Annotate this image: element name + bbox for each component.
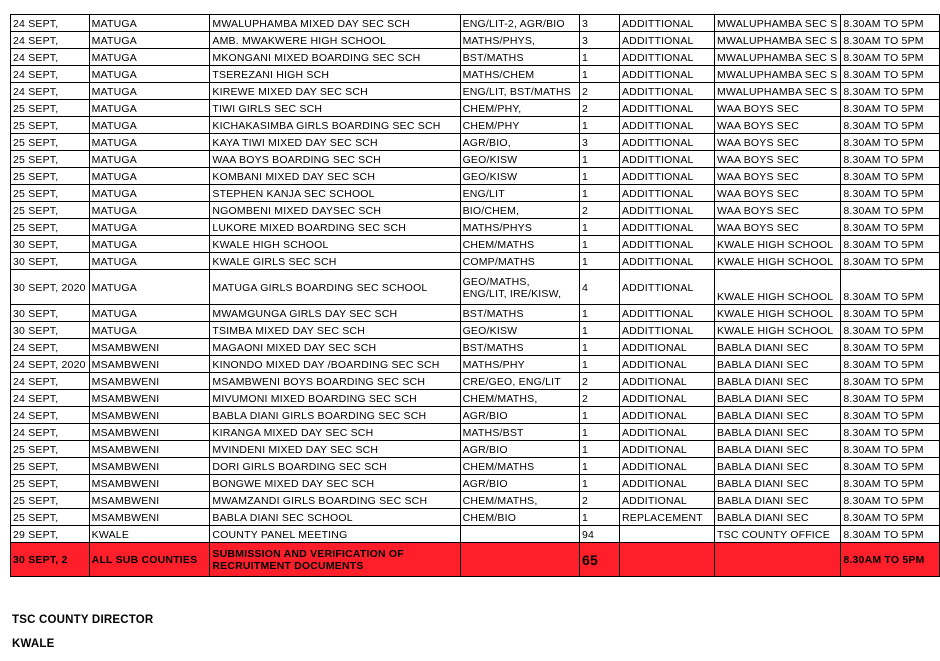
table-row — [11, 339, 940, 356]
venue-cell: BABLA DIANI SEC — [715, 424, 841, 441]
date-cell: 30 SEPT, — [11, 236, 90, 253]
table-row — [11, 236, 940, 253]
subjects-cell: BST/MATHS — [460, 49, 579, 66]
school-cell: AMB. MWAKWERE HIGH SCHOOL — [210, 32, 460, 49]
signatory-title: TSC COUNTY DIRECTOR — [12, 614, 154, 626]
sub-county-cell: MATUGA — [89, 202, 210, 219]
time-cell: 8.30AM TO 5PM — [841, 458, 940, 475]
table-row — [11, 305, 940, 322]
vacancies-cell: 3 — [579, 32, 619, 49]
school-cell: MWAMGUNGA GIRLS DAY SEC SCH — [210, 305, 460, 322]
vacancies-cell: 1 — [579, 407, 619, 424]
table-row — [11, 168, 940, 185]
time-cell: 8.30AM TO 5PM — [841, 100, 940, 117]
subjects-cell: MATHS/BST — [460, 424, 579, 441]
venue-cell: WAA BOYS SEC — [715, 202, 841, 219]
table-row — [11, 373, 940, 390]
venue-cell — [715, 543, 841, 577]
time-cell: 8.30AM TO 5PM — [841, 543, 940, 577]
table-row — [11, 117, 940, 134]
table-row — [11, 475, 940, 492]
subjects-cell: AGR/BIO — [460, 475, 579, 492]
sub-county-cell: MATUGA — [89, 32, 210, 49]
sub-county-cell: MATUGA — [89, 236, 210, 253]
venue-cell: MWALUPHAMBA SEC S — [715, 15, 841, 32]
table-row — [11, 322, 940, 339]
vacancies-cell: 1 — [579, 66, 619, 83]
venue-cell: KWALE HIGH SCHOOL — [715, 270, 841, 305]
date-cell: 25 SEPT, — [11, 100, 90, 117]
venue-cell: WAA BOYS SEC — [715, 117, 841, 134]
date-cell: 24 SEPT, — [11, 339, 90, 356]
subjects-cell: AGR/BIO — [460, 407, 579, 424]
date-cell: 24 SEPT, — [11, 32, 90, 49]
table-row — [11, 49, 940, 66]
sub-county-cell: MSAMBWENI — [89, 492, 210, 509]
vacancies-cell: 1 — [579, 339, 619, 356]
type-cell: ADDITIONAL — [619, 441, 714, 458]
table-row — [11, 441, 940, 458]
highlighted-row — [11, 543, 940, 577]
venue-cell: WAA BOYS SEC — [715, 185, 841, 202]
vacancies-cell: 1 — [579, 236, 619, 253]
school-cell: KAYA TIWI MIXED DAY SEC SCH — [210, 134, 460, 151]
vacancies-cell: 2 — [579, 373, 619, 390]
time-cell: 8.30AM TO 5PM — [841, 475, 940, 492]
school-cell: BONGWE MIXED DAY SEC SCH — [210, 475, 460, 492]
subjects-cell: CHEM/PHY — [460, 117, 579, 134]
venue-cell: MWALUPHAMBA SEC S — [715, 83, 841, 100]
sub-county-cell: MATUGA — [89, 185, 210, 202]
date-cell: 25 SEPT, — [11, 168, 90, 185]
vacancies-cell: 1 — [579, 219, 619, 236]
sub-county-cell: MSAMBWENI — [89, 339, 210, 356]
school-cell: BABLA DIANI GIRLS BOARDING SEC SCH — [210, 407, 460, 424]
date-cell: 25 SEPT, — [11, 492, 90, 509]
time-cell: 8.30AM TO 5PM — [841, 509, 940, 526]
school-cell: COUNTY PANEL MEETING — [210, 526, 460, 543]
type-cell: ADDITTIONAL — [619, 185, 714, 202]
type-cell: ADDITTIONAL — [619, 117, 714, 134]
type-cell: ADDITTIONAL — [619, 168, 714, 185]
type-cell: ADDITIONAL — [619, 356, 714, 373]
table-row — [11, 15, 940, 32]
time-cell: 8.30AM TO 5PM — [841, 151, 940, 168]
time-cell: 8.30AM TO 5PM — [841, 270, 940, 305]
school-cell: MVINDENI MIXED DAY SEC SCH — [210, 441, 460, 458]
venue-cell: BABLA DIANI SEC — [715, 373, 841, 390]
subjects-cell: ENG/LIT-2, AGR/BIO — [460, 15, 579, 32]
sub-county-cell: MATUGA — [89, 305, 210, 322]
date-cell: 24 SEPT, — [11, 390, 90, 407]
table-row — [11, 100, 940, 117]
time-cell: 8.30AM TO 5PM — [841, 424, 940, 441]
date-cell: 25 SEPT, — [11, 151, 90, 168]
subjects-cell: GEO/KISW — [460, 168, 579, 185]
type-cell: ADDITIONAL — [619, 339, 714, 356]
type-cell: ADDITTIONAL — [619, 134, 714, 151]
school-cell: STEPHEN KANJA SEC SCHOOL — [210, 185, 460, 202]
type-cell: ADDITIONAL — [619, 424, 714, 441]
subjects-cell: CHEM/PHY, — [460, 100, 579, 117]
subjects-cell: MATHS/PHYS, — [460, 32, 579, 49]
date-cell: 30 SEPT, 2 — [11, 543, 90, 577]
type-cell: REPLACEMENT — [619, 509, 714, 526]
date-cell: 25 SEPT, — [11, 509, 90, 526]
sub-county-cell: MATUGA — [89, 322, 210, 339]
venue-cell: BABLA DIANI SEC — [715, 339, 841, 356]
schedule-body — [11, 15, 940, 577]
date-cell: 25 SEPT, — [11, 219, 90, 236]
time-cell: 8.30AM TO 5PM — [841, 236, 940, 253]
subjects-cell: GEO/KISW — [460, 322, 579, 339]
date-cell: 25 SEPT, — [11, 441, 90, 458]
sub-county-cell: MSAMBWENI — [89, 441, 210, 458]
school-cell: DORI GIRLS BOARDING SEC SCH — [210, 458, 460, 475]
vacancies-cell: 1 — [579, 441, 619, 458]
date-cell: 25 SEPT, — [11, 134, 90, 151]
table-row — [11, 151, 940, 168]
school-cell: TIWI GIRLS SEC SCH — [210, 100, 460, 117]
school-cell: KWALE GIRLS SEC SCH — [210, 253, 460, 270]
table-row — [11, 270, 940, 305]
sub-county-cell: MSAMBWENI — [89, 356, 210, 373]
type-cell — [619, 543, 714, 577]
venue-cell: WAA BOYS SEC — [715, 134, 841, 151]
subjects-cell: CRE/GEO, ENG/LIT — [460, 373, 579, 390]
type-cell: ADDITTIONAL — [619, 322, 714, 339]
vacancies-cell: 2 — [579, 100, 619, 117]
type-cell: ADDITIONAL — [619, 390, 714, 407]
venue-cell: MWALUPHAMBA SEC S — [715, 66, 841, 83]
venue-cell: KWALE HIGH SCHOOL — [715, 322, 841, 339]
sub-county-cell: MSAMBWENI — [89, 390, 210, 407]
vacancies-cell: 2 — [579, 83, 619, 100]
time-cell: 8.30AM TO 5PM — [841, 373, 940, 390]
sub-county-cell: MATUGA — [89, 117, 210, 134]
table-row — [11, 390, 940, 407]
type-cell: ADDITTIONAL — [619, 253, 714, 270]
vacancies-cell: 1 — [579, 356, 619, 373]
venue-cell: KWALE HIGH SCHOOL — [715, 305, 841, 322]
school-cell: MWAMZANDI GIRLS BOARDING SEC SCH — [210, 492, 460, 509]
subjects-cell: AGR/BIO — [460, 441, 579, 458]
date-cell: 30 SEPT, — [11, 322, 90, 339]
sub-county-cell: MATUGA — [89, 15, 210, 32]
time-cell: 8.30AM TO 5PM — [841, 202, 940, 219]
table-row — [11, 526, 940, 543]
table-row — [11, 202, 940, 219]
subjects-cell: MATHS/PHY — [460, 356, 579, 373]
school-cell: KIRANGA MIXED DAY SEC SCH — [210, 424, 460, 441]
vacancies-cell: 1 — [579, 253, 619, 270]
venue-cell: WAA BOYS SEC — [715, 168, 841, 185]
time-cell: 8.30AM TO 5PM — [841, 253, 940, 270]
time-cell: 8.30AM TO 5PM — [841, 168, 940, 185]
school-cell: MIVUMONI MIXED BOARDING SEC SCH — [210, 390, 460, 407]
vacancies-cell: 3 — [579, 15, 619, 32]
date-cell: 29 SEPT, — [11, 526, 90, 543]
date-cell: 24 SEPT, — [11, 407, 90, 424]
table-row — [11, 185, 940, 202]
vacancies-cell: 1 — [579, 458, 619, 475]
vacancies-cell: 1 — [579, 424, 619, 441]
sub-county-cell: MSAMBWENI — [89, 373, 210, 390]
table-row — [11, 134, 940, 151]
time-cell: 8.30AM TO 5PM — [841, 407, 940, 424]
type-cell: ADDITTIONAL — [619, 202, 714, 219]
vacancies-cell: 1 — [579, 49, 619, 66]
venue-cell: BABLA DIANI SEC — [715, 475, 841, 492]
school-cell: KIREWE MIXED DAY SEC SCH — [210, 83, 460, 100]
vacancies-cell: 1 — [579, 185, 619, 202]
date-cell: 24 SEPT, — [11, 15, 90, 32]
venue-cell: BABLA DIANI SEC — [715, 509, 841, 526]
subjects-cell: GEO/KISW — [460, 151, 579, 168]
sub-county-cell: MATUGA — [89, 168, 210, 185]
venue-cell: WAA BOYS SEC — [715, 100, 841, 117]
signatory-location: KWALE — [12, 638, 55, 650]
date-cell: 30 SEPT, 2020 — [11, 270, 90, 305]
subjects-cell: BST/MATHS — [460, 305, 579, 322]
venue-cell: TSC COUNTY OFFICE — [715, 526, 841, 543]
vacancies-cell: 94 — [579, 526, 619, 543]
date-cell: 25 SEPT, — [11, 475, 90, 492]
time-cell: 8.30AM TO 5PM — [841, 305, 940, 322]
type-cell: ADDITTIONAL — [619, 305, 714, 322]
venue-cell: MWALUPHAMBA SEC S — [715, 32, 841, 49]
time-cell: 8.30AM TO 5PM — [841, 66, 940, 83]
date-cell: 24 SEPT, 2020 — [11, 356, 90, 373]
subjects-cell: BST/MATHS — [460, 339, 579, 356]
sub-county-cell: MSAMBWENI — [89, 424, 210, 441]
time-cell: 8.30AM TO 5PM — [841, 219, 940, 236]
sub-county-cell: MSAMBWENI — [89, 458, 210, 475]
time-cell: 8.30AM TO 5PM — [841, 492, 940, 509]
table-row — [11, 32, 940, 49]
subjects-cell: ENG/LIT, BST/MATHS — [460, 83, 579, 100]
date-cell: 25 SEPT, — [11, 185, 90, 202]
subjects-cell: CHEM/MATHS, — [460, 492, 579, 509]
time-cell: 8.30AM TO 5PM — [841, 339, 940, 356]
sub-county-cell: MATUGA — [89, 134, 210, 151]
vacancies-cell: 1 — [579, 117, 619, 134]
sub-county-cell: MATUGA — [89, 83, 210, 100]
date-cell: 24 SEPT, — [11, 49, 90, 66]
venue-cell: BABLA DIANI SEC — [715, 407, 841, 424]
school-cell: KINONDO MIXED DAY /BOARDING SEC SCH — [210, 356, 460, 373]
vacancies-cell: 1 — [579, 151, 619, 168]
time-cell: 8.30AM TO 5PM — [841, 322, 940, 339]
time-cell: 8.30AM TO 5PM — [841, 441, 940, 458]
sub-county-cell: KWALE — [89, 526, 210, 543]
table-row — [11, 424, 940, 441]
venue-cell: BABLA DIANI SEC — [715, 390, 841, 407]
type-cell: ADDITTIONAL — [619, 151, 714, 168]
date-cell: 24 SEPT, — [11, 373, 90, 390]
date-cell: 25 SEPT, — [11, 458, 90, 475]
sub-county-cell: MATUGA — [89, 151, 210, 168]
type-cell: ADDITIONAL — [619, 475, 714, 492]
time-cell: 8.30AM TO 5PM — [841, 390, 940, 407]
school-cell: WAA BOYS BOARDING SEC SCH — [210, 151, 460, 168]
school-cell: KWALE HIGH SCHOOL — [210, 236, 460, 253]
subjects-cell: GEO/MATHS, ENG/LIT, IRE/KISW, — [460, 270, 579, 305]
sub-county-cell: MATUGA — [89, 100, 210, 117]
sub-county-cell: MSAMBWENI — [89, 407, 210, 424]
time-cell: 8.30AM TO 5PM — [841, 185, 940, 202]
subjects-cell: MATHS/PHYS — [460, 219, 579, 236]
time-cell: 8.30AM TO 5PM — [841, 117, 940, 134]
type-cell: ADDITTIONAL — [619, 100, 714, 117]
date-cell: 30 SEPT, — [11, 305, 90, 322]
type-cell: ADDITTIONAL — [619, 49, 714, 66]
type-cell: ADDITIONAL — [619, 407, 714, 424]
school-cell: KOMBANI MIXED DAY SEC SCH — [210, 168, 460, 185]
type-cell: ADDITIONAL — [619, 492, 714, 509]
subjects-cell — [460, 543, 579, 577]
subjects-cell: BIO/CHEM, — [460, 202, 579, 219]
sub-county-cell: ALL SUB COUNTIES — [89, 543, 210, 577]
subjects-cell: CHEM/MATHS — [460, 236, 579, 253]
school-cell: MATUGA GIRLS BOARDING SEC SCHOOL — [210, 270, 460, 305]
time-cell: 8.30AM TO 5PM — [841, 49, 940, 66]
type-cell: ADDITTIONAL — [619, 236, 714, 253]
table-row — [11, 509, 940, 526]
school-cell: TSEREZANI HIGH SCH — [210, 66, 460, 83]
school-cell: MSAMBWENI BOYS BOARDING SEC SCH — [210, 373, 460, 390]
time-cell: 8.30AM TO 5PM — [841, 134, 940, 151]
sub-county-cell: MATUGA — [89, 270, 210, 305]
subjects-cell: COMP/MATHS — [460, 253, 579, 270]
date-cell: 24 SEPT, — [11, 424, 90, 441]
type-cell: ADDITIONAL — [619, 458, 714, 475]
school-cell: SUBMISSION AND VERIFICATION OF RECRUITMENT DOCUMENTS — [210, 543, 460, 577]
type-cell — [619, 526, 714, 543]
venue-cell: KWALE HIGH SCHOOL — [715, 253, 841, 270]
sub-county-cell: MATUGA — [89, 66, 210, 83]
sub-county-cell: MATUGA — [89, 49, 210, 66]
school-cell: KICHAKASIMBA GIRLS BOARDING SEC SCH — [210, 117, 460, 134]
table-row — [11, 83, 940, 100]
table-row — [11, 407, 940, 424]
table-row — [11, 458, 940, 475]
table-row — [11, 492, 940, 509]
sub-county-cell: MATUGA — [89, 219, 210, 236]
date-cell: 25 SEPT, — [11, 202, 90, 219]
table-row — [11, 219, 940, 236]
venue-cell: BABLA DIANI SEC — [715, 356, 841, 373]
venue-cell: MWALUPHAMBA SEC S — [715, 49, 841, 66]
vacancies-cell: 1 — [579, 168, 619, 185]
schedule-table — [10, 14, 940, 577]
vacancies-cell: 1 — [579, 509, 619, 526]
school-cell: MWALUPHAMBA MIXED DAY SEC SCH — [210, 15, 460, 32]
date-cell: 24 SEPT, — [11, 83, 90, 100]
subjects-cell: CHEM/MATHS, — [460, 390, 579, 407]
venue-cell: KWALE HIGH SCHOOL — [715, 236, 841, 253]
school-cell: MKONGANI MIXED BOARDING SEC SCH — [210, 49, 460, 66]
sub-county-cell: MSAMBWENI — [89, 509, 210, 526]
sub-county-cell: MSAMBWENI — [89, 475, 210, 492]
vacancies-cell: 65 — [579, 543, 619, 577]
venue-cell: WAA BOYS SEC — [715, 151, 841, 168]
school-cell: MAGAONI MIXED DAY SEC SCH — [210, 339, 460, 356]
type-cell: ADDITIONAL — [619, 373, 714, 390]
date-cell: 24 SEPT, — [11, 66, 90, 83]
subjects-cell: CHEM/MATHS — [460, 458, 579, 475]
time-cell: 8.30AM TO 5PM — [841, 83, 940, 100]
school-cell: TSIMBA MIXED DAY SEC SCH — [210, 322, 460, 339]
venue-cell: BABLA DIANI SEC — [715, 458, 841, 475]
date-cell: 25 SEPT, — [11, 117, 90, 134]
time-cell: 8.30AM TO 5PM — [841, 32, 940, 49]
subjects-cell: MATHS/CHEM — [460, 66, 579, 83]
vacancies-cell: 1 — [579, 475, 619, 492]
sub-county-cell: MATUGA — [89, 253, 210, 270]
subjects-cell: AGR/BIO, — [460, 134, 579, 151]
time-cell: 8.30AM TO 5PM — [841, 15, 940, 32]
school-cell: NGOMBENI MIXED DAYSEC SCH — [210, 202, 460, 219]
type-cell: ADDITTIONAL — [619, 66, 714, 83]
date-cell: 30 SEPT, — [11, 253, 90, 270]
venue-cell: WAA BOYS SEC — [715, 219, 841, 236]
type-cell: ADDITTIONAL — [619, 219, 714, 236]
subjects-cell — [460, 526, 579, 543]
vacancies-cell: 1 — [579, 322, 619, 339]
subjects-cell: ENG/LIT — [460, 185, 579, 202]
school-cell: LUKORE MIXED BOARDING SEC SCH — [210, 219, 460, 236]
vacancies-cell: 2 — [579, 390, 619, 407]
vacancies-cell: 2 — [579, 202, 619, 219]
vacancies-cell: 3 — [579, 134, 619, 151]
table-row — [11, 253, 940, 270]
venue-cell: BABLA DIANI SEC — [715, 441, 841, 458]
type-cell: ADDITTIONAL — [619, 15, 714, 32]
table-row — [11, 66, 940, 83]
subjects-cell: CHEM/BIO — [460, 509, 579, 526]
time-cell: 8.30AM TO 5PM — [841, 356, 940, 373]
school-cell: BABLA DIANI SEC SCHOOL — [210, 509, 460, 526]
table-row — [11, 356, 940, 373]
type-cell: ADDITTIONAL — [619, 32, 714, 49]
type-cell: ADDITTIONAL — [619, 270, 714, 305]
type-cell: ADDITTIONAL — [619, 83, 714, 100]
vacancies-cell: 2 — [579, 492, 619, 509]
venue-cell: BABLA DIANI SEC — [715, 492, 841, 509]
vacancies-cell: 4 — [579, 270, 619, 305]
vacancies-cell: 1 — [579, 305, 619, 322]
time-cell: 8.30AM TO 5PM — [841, 526, 940, 543]
